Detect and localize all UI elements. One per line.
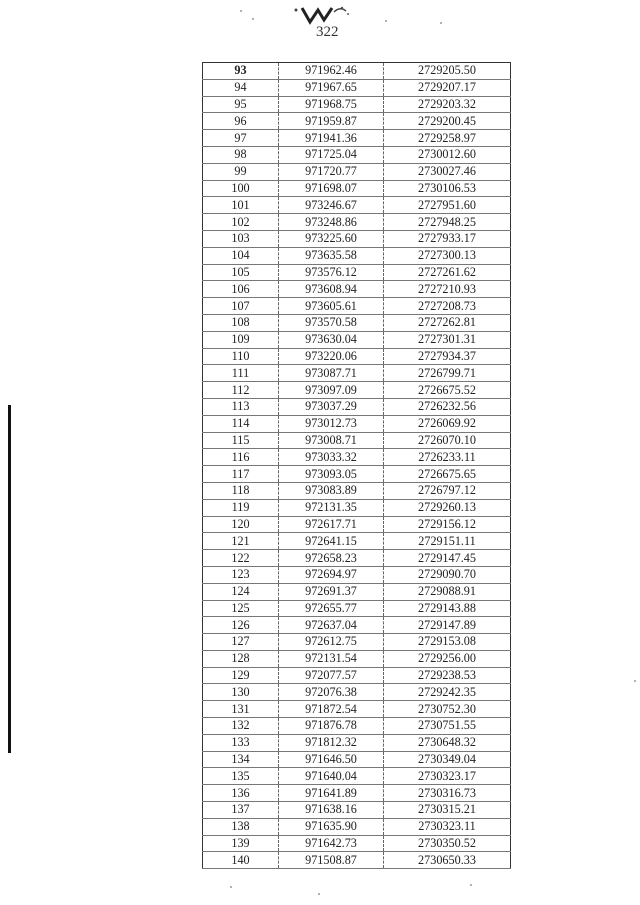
x-coordinate-cell: 973012.73	[279, 415, 384, 432]
table-row	[203, 550, 511, 567]
table-row	[203, 113, 511, 130]
point-id-cell: 131	[203, 701, 279, 718]
point-id-cell: 109	[203, 331, 279, 348]
x-coordinate-cell: 973635.58	[279, 247, 384, 264]
table-row	[203, 600, 511, 617]
point-id-cell: 95	[203, 96, 279, 113]
x-coordinate-cell: 973033.32	[279, 449, 384, 466]
x-coordinate-cell: 971725.04	[279, 146, 384, 163]
table-row	[203, 415, 511, 432]
x-coordinate-cell: 972076.38	[279, 684, 384, 701]
table-row	[203, 566, 511, 583]
table-row	[203, 398, 511, 415]
y-coordinate-cell: 2729090.70	[384, 566, 511, 583]
table-row	[203, 348, 511, 365]
point-id-cell: 128	[203, 650, 279, 667]
point-id-cell: 137	[203, 802, 279, 819]
y-coordinate-cell: 2726070.10	[384, 432, 511, 449]
y-coordinate-cell: 2729205.50	[384, 63, 511, 80]
table-row	[203, 718, 511, 735]
y-coordinate-cell: 2730650.33	[384, 852, 511, 869]
y-coordinate-cell: 2730027.46	[384, 163, 511, 180]
x-coordinate-cell: 971641.89	[279, 785, 384, 802]
x-coordinate-cell: 973083.89	[279, 482, 384, 499]
table-row	[203, 230, 511, 247]
point-id-cell: 101	[203, 197, 279, 214]
y-coordinate-cell: 2729258.97	[384, 130, 511, 147]
point-id-cell: 118	[203, 482, 279, 499]
table-row	[203, 331, 511, 348]
point-id-cell: 110	[203, 348, 279, 365]
table-row	[203, 163, 511, 180]
point-id-cell: 96	[203, 113, 279, 130]
y-coordinate-cell: 2726232.56	[384, 398, 511, 415]
coordinate-table	[202, 62, 511, 869]
x-coordinate-cell: 973630.04	[279, 331, 384, 348]
page-number: 322	[316, 24, 339, 40]
table-row	[203, 130, 511, 147]
x-coordinate-cell: 972655.77	[279, 600, 384, 617]
x-coordinate-cell: 971959.87	[279, 113, 384, 130]
scan-speckle	[385, 20, 387, 22]
x-coordinate-cell: 973570.58	[279, 314, 384, 331]
point-id-cell: 102	[203, 214, 279, 231]
table-row	[203, 197, 511, 214]
table-row	[203, 449, 511, 466]
point-id-cell: 122	[203, 550, 279, 567]
x-coordinate-cell: 972077.57	[279, 667, 384, 684]
table-row	[203, 214, 511, 231]
y-coordinate-cell: 2727934.37	[384, 348, 511, 365]
y-coordinate-cell: 2729147.45	[384, 550, 511, 567]
y-coordinate-cell: 2729143.88	[384, 600, 511, 617]
x-coordinate-cell: 971941.36	[279, 130, 384, 147]
table-row	[203, 802, 511, 819]
y-coordinate-cell: 2730752.30	[384, 701, 511, 718]
y-coordinate-cell: 2727951.60	[384, 197, 511, 214]
y-coordinate-cell: 2727948.25	[384, 214, 511, 231]
x-coordinate-cell: 971812.32	[279, 734, 384, 751]
y-coordinate-cell: 2726233.11	[384, 449, 511, 466]
point-id-cell: 115	[203, 432, 279, 449]
x-coordinate-cell: 972617.71	[279, 516, 384, 533]
x-coordinate-cell: 971638.16	[279, 802, 384, 819]
x-coordinate-cell: 972637.04	[279, 617, 384, 634]
y-coordinate-cell: 2726799.71	[384, 365, 511, 382]
table-row	[203, 382, 511, 399]
point-id-cell: 116	[203, 449, 279, 466]
table-row	[203, 516, 511, 533]
y-coordinate-cell: 2727300.13	[384, 247, 511, 264]
table-row	[203, 264, 511, 281]
point-id-cell: 103	[203, 230, 279, 247]
point-id-cell: 104	[203, 247, 279, 264]
table-row	[203, 701, 511, 718]
point-id-cell: 112	[203, 382, 279, 399]
table-row	[203, 734, 511, 751]
x-coordinate-cell: 971720.77	[279, 163, 384, 180]
x-coordinate-cell: 972131.35	[279, 499, 384, 516]
x-coordinate-cell: 973087.71	[279, 365, 384, 382]
point-id-cell: 97	[203, 130, 279, 147]
point-id-cell: 100	[203, 180, 279, 197]
table-row	[203, 482, 511, 499]
point-id-cell: 106	[203, 281, 279, 298]
scan-speckle	[252, 18, 254, 20]
y-coordinate-cell: 2729153.08	[384, 634, 511, 651]
y-coordinate-cell: 2730323.17	[384, 768, 511, 785]
scan-speckle	[318, 893, 320, 895]
y-coordinate-cell: 2726675.65	[384, 466, 511, 483]
x-coordinate-cell: 973605.61	[279, 298, 384, 315]
point-id-cell: 138	[203, 818, 279, 835]
table-row	[203, 365, 511, 382]
point-id-cell: 107	[203, 298, 279, 315]
table-row	[203, 180, 511, 197]
table-row	[203, 96, 511, 113]
x-coordinate-cell: 971967.65	[279, 79, 384, 96]
point-id-cell: 93	[203, 63, 279, 80]
x-coordinate-cell: 971640.04	[279, 768, 384, 785]
point-id-cell: 133	[203, 734, 279, 751]
y-coordinate-cell: 2729151.11	[384, 533, 511, 550]
point-id-cell: 134	[203, 751, 279, 768]
y-coordinate-cell: 2729242.35	[384, 684, 511, 701]
x-coordinate-cell: 972131.54	[279, 650, 384, 667]
scan-speckle	[634, 680, 636, 682]
table-row	[203, 314, 511, 331]
point-id-cell: 127	[203, 634, 279, 651]
y-coordinate-cell: 2729088.91	[384, 583, 511, 600]
point-id-cell: 120	[203, 516, 279, 533]
table-row	[203, 634, 511, 651]
table-row	[203, 768, 511, 785]
x-coordinate-cell: 973246.67	[279, 197, 384, 214]
x-coordinate-cell: 971508.87	[279, 852, 384, 869]
point-id-cell: 94	[203, 79, 279, 96]
point-id-cell: 130	[203, 684, 279, 701]
y-coordinate-cell: 2729260.13	[384, 499, 511, 516]
point-id-cell: 98	[203, 146, 279, 163]
y-coordinate-cell: 2729200.45	[384, 113, 511, 130]
table-row	[203, 146, 511, 163]
point-id-cell: 111	[203, 365, 279, 382]
y-coordinate-cell: 2727933.17	[384, 230, 511, 247]
y-coordinate-cell: 2730323.11	[384, 818, 511, 835]
point-id-cell: 129	[203, 667, 279, 684]
y-coordinate-cell: 2727262.81	[384, 314, 511, 331]
table-row	[203, 533, 511, 550]
stamp-mark-icon	[288, 2, 358, 26]
point-id-cell: 114	[203, 415, 279, 432]
y-coordinate-cell: 2730350.52	[384, 835, 511, 852]
y-coordinate-cell: 2730315.21	[384, 802, 511, 819]
y-coordinate-cell: 2730349.04	[384, 751, 511, 768]
x-coordinate-cell: 973608.94	[279, 281, 384, 298]
y-coordinate-cell: 2730648.32	[384, 734, 511, 751]
y-coordinate-cell: 2726797.12	[384, 482, 511, 499]
x-coordinate-cell: 972691.37	[279, 583, 384, 600]
left-margin-bar	[8, 405, 11, 753]
table-row	[203, 751, 511, 768]
x-coordinate-cell: 971872.54	[279, 701, 384, 718]
table-row	[203, 818, 511, 835]
point-id-cell: 123	[203, 566, 279, 583]
x-coordinate-cell: 973097.09	[279, 382, 384, 399]
x-coordinate-cell: 972694.97	[279, 566, 384, 583]
y-coordinate-cell: 2730106.53	[384, 180, 511, 197]
y-coordinate-cell: 2726069.92	[384, 415, 511, 432]
y-coordinate-cell: 2729156.12	[384, 516, 511, 533]
y-coordinate-cell: 2729147.89	[384, 617, 511, 634]
x-coordinate-cell: 971698.07	[279, 180, 384, 197]
coordinate-table-body	[203, 63, 511, 869]
x-coordinate-cell: 972641.15	[279, 533, 384, 550]
table-row	[203, 63, 511, 80]
x-coordinate-cell: 971646.50	[279, 751, 384, 768]
y-coordinate-cell: 2726675.52	[384, 382, 511, 399]
y-coordinate-cell: 2730012.60	[384, 146, 511, 163]
scan-speckle	[470, 884, 472, 886]
table-row	[203, 432, 511, 449]
table-row	[203, 785, 511, 802]
table-row	[203, 298, 511, 315]
x-coordinate-cell: 973225.60	[279, 230, 384, 247]
x-coordinate-cell: 973008.71	[279, 432, 384, 449]
x-coordinate-cell: 972658.23	[279, 550, 384, 567]
y-coordinate-cell: 2729203.32	[384, 96, 511, 113]
table-row	[203, 852, 511, 869]
x-coordinate-cell: 971876.78	[279, 718, 384, 735]
x-coordinate-cell: 973093.05	[279, 466, 384, 483]
point-id-cell: 113	[203, 398, 279, 415]
x-coordinate-cell: 971968.75	[279, 96, 384, 113]
table-row	[203, 835, 511, 852]
point-id-cell: 135	[203, 768, 279, 785]
table-row	[203, 247, 511, 264]
point-id-cell: 99	[203, 163, 279, 180]
scan-speckle	[230, 886, 232, 888]
point-id-cell: 119	[203, 499, 279, 516]
x-coordinate-cell: 971635.90	[279, 818, 384, 835]
x-coordinate-cell: 973220.06	[279, 348, 384, 365]
point-id-cell: 136	[203, 785, 279, 802]
table-row	[203, 79, 511, 96]
point-id-cell: 108	[203, 314, 279, 331]
point-id-cell: 132	[203, 718, 279, 735]
y-coordinate-cell: 2730751.55	[384, 718, 511, 735]
table-row	[203, 281, 511, 298]
scan-speckle	[240, 10, 242, 12]
table-row	[203, 684, 511, 701]
point-id-cell: 105	[203, 264, 279, 281]
table-row	[203, 667, 511, 684]
x-coordinate-cell: 971642.73	[279, 835, 384, 852]
y-coordinate-cell: 2727301.31	[384, 331, 511, 348]
point-id-cell: 124	[203, 583, 279, 600]
x-coordinate-cell: 973037.29	[279, 398, 384, 415]
point-id-cell: 117	[203, 466, 279, 483]
y-coordinate-cell: 2727261.62	[384, 264, 511, 281]
y-coordinate-cell: 2729256.00	[384, 650, 511, 667]
table-row	[203, 617, 511, 634]
y-coordinate-cell: 2730316.73	[384, 785, 511, 802]
point-id-cell: 121	[203, 533, 279, 550]
y-coordinate-cell: 2729207.17	[384, 79, 511, 96]
x-coordinate-cell: 972612.75	[279, 634, 384, 651]
x-coordinate-cell: 973576.12	[279, 264, 384, 281]
y-coordinate-cell: 2727210.93	[384, 281, 511, 298]
table-row	[203, 650, 511, 667]
table-row	[203, 583, 511, 600]
point-id-cell: 139	[203, 835, 279, 852]
table-row	[203, 499, 511, 516]
y-coordinate-cell: 2727208.73	[384, 298, 511, 315]
point-id-cell: 125	[203, 600, 279, 617]
scan-speckle	[440, 22, 442, 24]
point-id-cell: 126	[203, 617, 279, 634]
y-coordinate-cell: 2729238.53	[384, 667, 511, 684]
x-coordinate-cell: 971962.46	[279, 63, 384, 80]
table-row	[203, 466, 511, 483]
x-coordinate-cell: 973248.86	[279, 214, 384, 231]
point-id-cell: 140	[203, 852, 279, 869]
